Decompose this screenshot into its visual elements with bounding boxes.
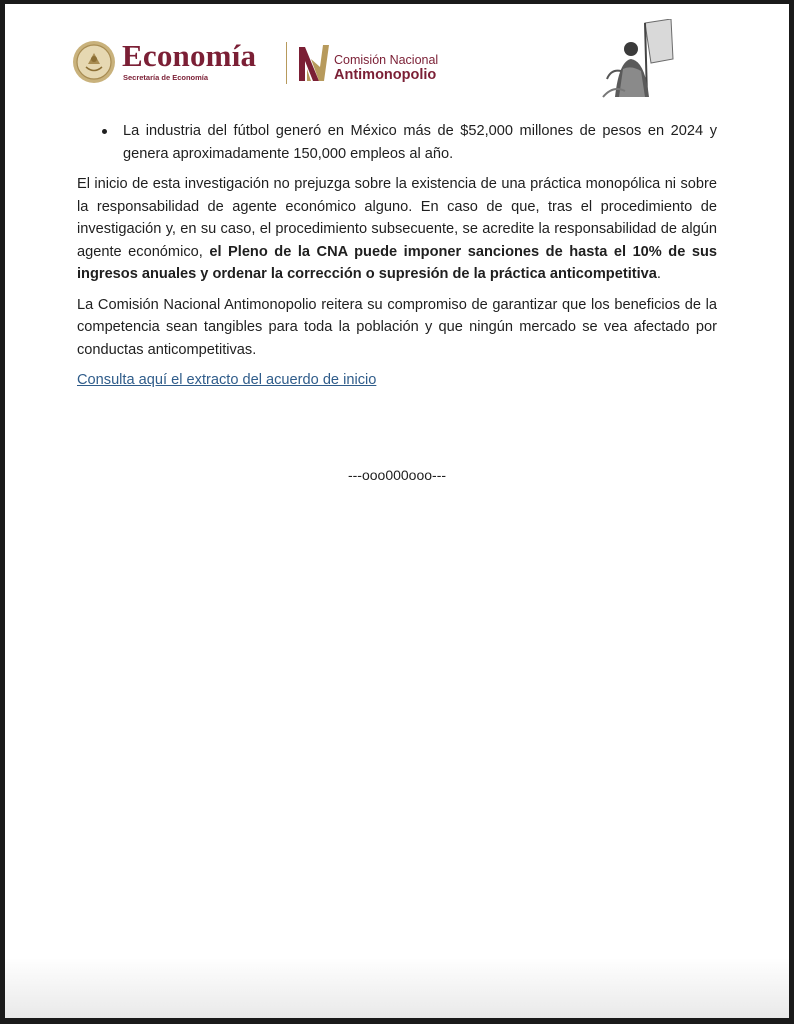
bullet-icon (102, 129, 107, 134)
bullet-text: La industria del fútbol generó en México más de $52,000 millones de pesos en 2024 y genera aproximadamente 150,000 empleos al año. (123, 123, 717, 162)
economia-title: Economía (122, 38, 257, 73)
paragraph-bold-text: el Pleno de la CNA puede imponer sanciones de hasta el 10% de sus ingresos anuales y ordenar la corrección o supresión de la práctica anticompetitiva (77, 243, 718, 282)
paragraph-investigation (77, 173, 717, 286)
heroine-illustration-icon (601, 19, 677, 99)
bullet-item (77, 120, 717, 165)
document-page (5, 4, 789, 1018)
national-seal-icon (72, 40, 116, 84)
agreement-extract-link[interactable]: Consulta aquí el extracto del acuerdo de inicio (77, 372, 377, 388)
page-bottom-shadow (5, 958, 789, 1018)
cna-name-line2: Antimonopolio (334, 67, 437, 83)
paragraph-commitment: La Comisión Nacional Antimonopolio reitera su compromiso de garantizar que los beneficios de la competencia sean tangibles para toda la población y que ningún mercado se vea afectado por conductas anticompetitivas. (77, 296, 717, 358)
economia-subtitle: Secretaría de Economía (123, 73, 209, 82)
closing-mark: ---ooo000ooo--- (347, 467, 447, 483)
document-body (77, 120, 717, 392)
header-divider (286, 42, 287, 84)
paragraph-end: . (656, 266, 661, 282)
cna-name-line1: Comisión Nacional (334, 53, 439, 67)
paragraph-text: El inicio de esta investigación no prejuzga sobre la existencia de una práctica monopólica ni sobre la responsabilidad de agente económico alguno. En caso de que, tras el procedimiento de investigación y, en su caso, el procedimiento subsecuente, se acredite la responsabilidad de algún agente económico, (77, 176, 717, 260)
cna-logo-icon (297, 41, 331, 83)
